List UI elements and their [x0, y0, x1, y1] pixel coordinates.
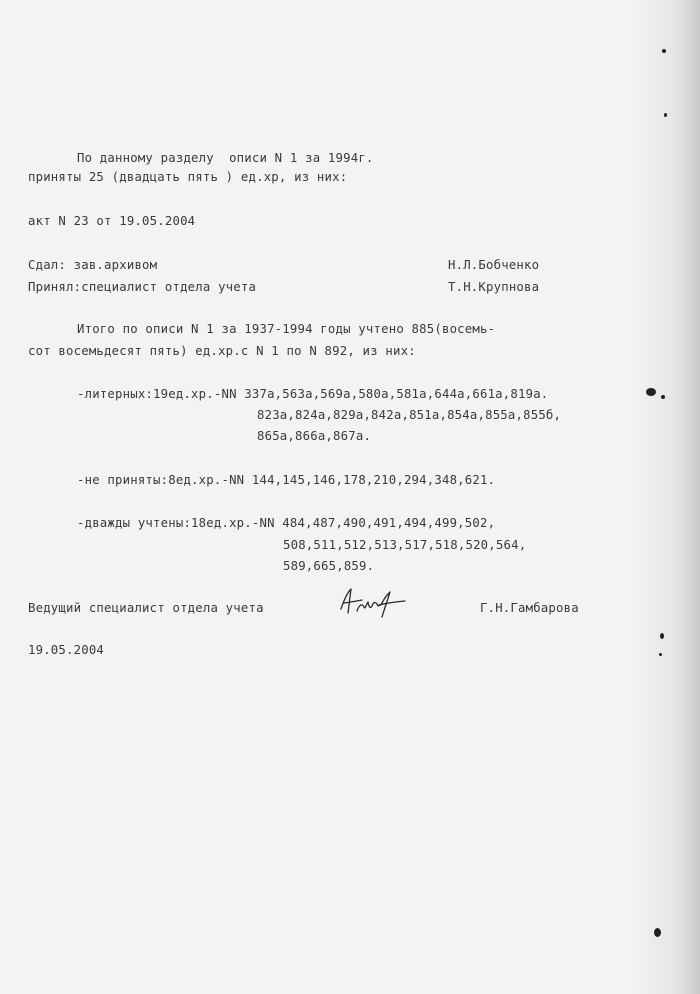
accepted-label: Принял:специалист отдела учета — [28, 280, 257, 294]
double-line-3: 589,665,859. — [283, 559, 375, 573]
ink-blot — [654, 928, 661, 937]
ink-blot — [660, 633, 664, 639]
accepted-name: Т.Н.Крупнова — [448, 280, 540, 294]
intro-line-1: По данному разделу описи N 1 за 1994г. — [77, 151, 374, 165]
lead-label: Ведущий специалист отдела учета — [28, 601, 264, 615]
handed-label: Сдал: зав.архивом — [28, 258, 158, 272]
page-edge-shadow — [630, 0, 700, 994]
act-line: акт N 23 от 19.05.2004 — [28, 214, 196, 228]
liter-line-1: -литерных:19ед.хр.-NN 337а,563а,569а,580а,581а,644а,661а,819а. — [77, 387, 549, 401]
liter-line-3: 865а,866а,867а. — [257, 429, 372, 443]
intro-line-2: приняты 25 (двадцать пять ) ед.хр, из них: — [28, 170, 348, 184]
total-line-2: сот восемьдесят пять) ед.хр.с N 1 по N 892, из них: — [28, 344, 416, 358]
ink-blot — [661, 395, 665, 399]
ink-blot — [662, 49, 666, 53]
liter-line-2: 823а,824а,829а,842а,851а,854а,855а,855б, — [257, 408, 562, 422]
double-line-1: -дважды учтены:18ед.хр.-NN 484,487,490,491,494,499,502, — [77, 516, 496, 530]
not-accepted-line: -не приняты:8ед.хр.-NN 144,145,146,178,210,294,348,621. — [77, 473, 496, 487]
ink-blot — [664, 113, 667, 117]
signature — [335, 583, 410, 623]
lead-name: Г.Н.Гамбарова — [480, 601, 579, 615]
ink-blot — [646, 388, 656, 396]
double-line-2: 508,511,512,513,517,518,520,564, — [283, 538, 527, 552]
ink-blot — [659, 653, 662, 656]
date-line: 19.05.2004 — [28, 643, 105, 657]
handed-name: Н.Л.Бобченко — [448, 258, 540, 272]
total-line-1: Итого по описи N 1 за 1937-1994 годы учтено 885(восемь- — [77, 322, 496, 336]
